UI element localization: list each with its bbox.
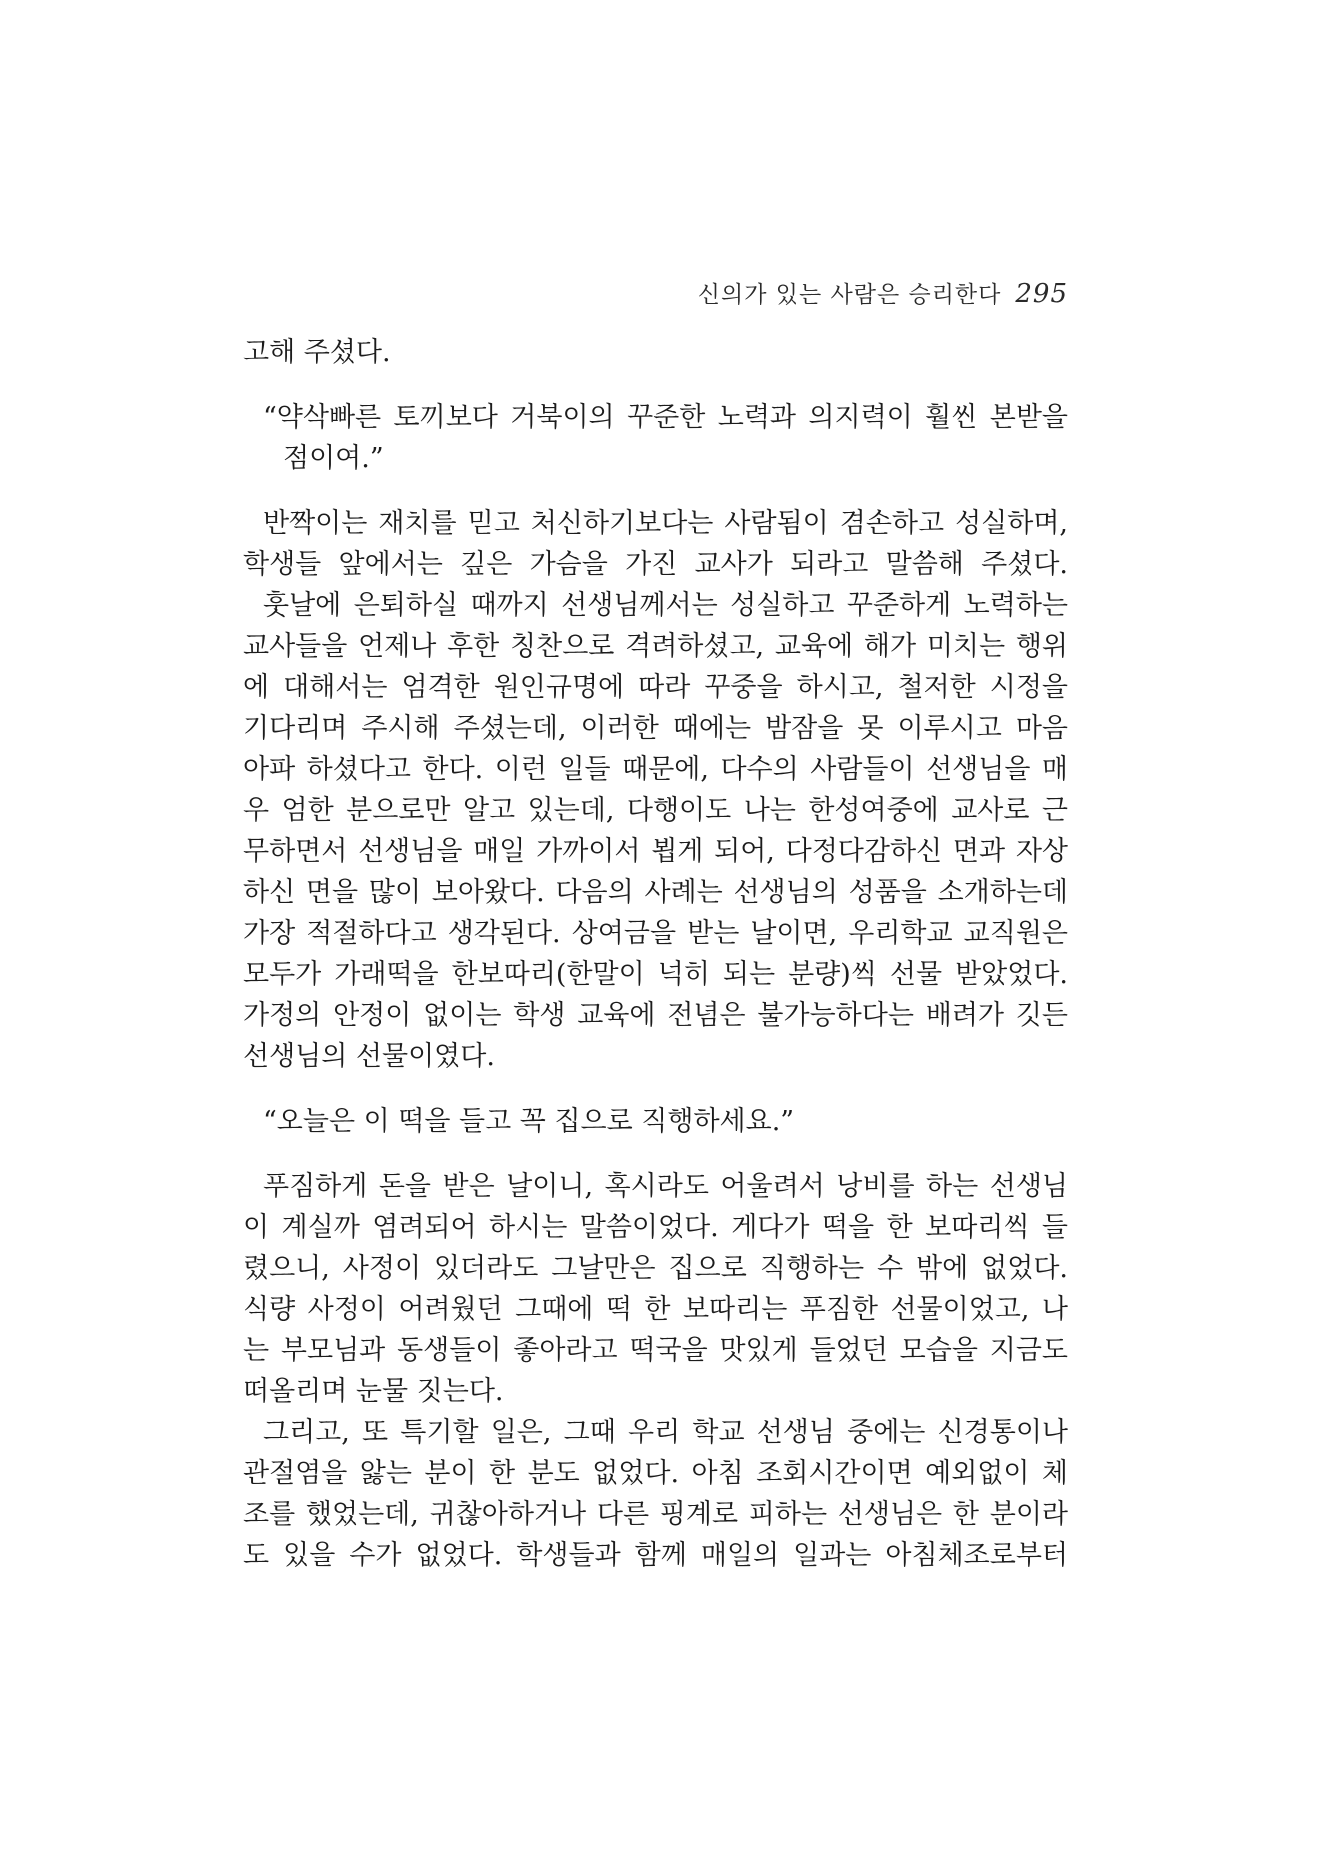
text-line: 가정의 안정이 없이는 학생 교육에 전념은 불가능하다는 배려가 깃든: [243, 1000, 1068, 1031]
text-line: 선생님의 선물이였다.: [243, 1041, 495, 1072]
text-line: 그리고, 또 특기할 일은, 그때 우리 학교 선생님 중에는 신경통이나: [263, 1417, 1068, 1448]
text-line: 떠올리며 눈물 짓는다.: [243, 1376, 504, 1407]
text-line: 도 있을 수가 없었다. 학생들과 함께 매일의 일과는 아침체조로부터: [243, 1540, 1068, 1571]
quote-line: “오늘은 이 떡을 들고 꼭 집으로 직행하세요.”: [263, 1106, 795, 1137]
text-line: 관절염을 앓는 분이 한 분도 없었다. 아침 조회시간이면 예외없이 체: [243, 1458, 1068, 1489]
text-line: 렸으니, 사정이 있더라도 그날만은 집으로 직행하는 수 밖에 없었다.: [243, 1253, 1068, 1284]
text-line: 훗날에 은퇴하실 때까지 선생님께서는 성실하고 꾸준하게 노력하는: [263, 590, 1068, 621]
text-line: 는 부모님과 동생들이 좋아라고 떡국을 맛있게 들었던 모습을 지금도: [243, 1335, 1068, 1366]
text-line: 식량 사정이 어려웠던 그때에 떡 한 보따리는 푸짐한 선물이었고, 나: [243, 1294, 1068, 1325]
text-line: 기다리며 주시해 주셨는데, 이러한 때에는 밤잠을 못 이루시고 마음: [243, 713, 1068, 744]
text-line: 모두가 가래떡을 한보따리(한말이 넉히 되는 분량)씩 선물 받았었다.: [243, 959, 1068, 990]
text-line: 가장 적절하다고 생각된다. 상여금을 받는 날이면, 우리학교 교직원은: [243, 918, 1068, 949]
text-line: 반짝이는 재치를 믿고 처신하기보다는 사람됨이 겸손하고 성실하며,: [263, 508, 1068, 539]
text-line: 아파 하셨다고 한다. 이런 일들 때문에, 다수의 사람들이 선생님을 매: [243, 754, 1068, 785]
text-line: 푸짐하게 돈을 받은 날이니, 혹시라도 어울려서 낭비를 하는 선생님: [263, 1171, 1068, 1202]
text-line: 우 엄한 분으로만 알고 있는데, 다행이도 나는 한성여중에 교사로 근: [243, 795, 1068, 826]
page-number: 295: [1015, 279, 1068, 309]
text-line: 고해 주셨다.: [243, 337, 391, 368]
body-text: [243, 332, 1068, 1576]
text-line: 학생들 앞에서는 깊은 가슴을 가진 교사가 되라고 말씀해 주셨다.: [243, 549, 1068, 580]
running-header: [240, 276, 1068, 309]
text-line: 무하면서 선생님을 매일 가까이서 뵙게 되어, 다정다감하신 면과 자상: [243, 836, 1068, 867]
running-title: 신의가 있는 사람은 승리한다: [697, 282, 1002, 308]
text-line: 에 대해서는 엄격한 원인규명에 따라 꾸중을 하시고, 철저한 시정을: [243, 672, 1068, 703]
text-line: 조를 했었는데, 귀찮아하거나 다른 핑계로 피하는 선생님은 한 분이라: [243, 1499, 1068, 1530]
quote-line: 점이여.”: [283, 443, 384, 474]
text-line: 하신 면을 많이 보아왔다. 다음의 사례는 선생님의 성품을 소개하는데: [243, 877, 1068, 908]
text-line: 이 계실까 염려되어 하시는 말씀이었다. 게다가 떡을 한 보따리씩 들: [243, 1212, 1068, 1243]
text-line: 교사들을 언제나 후한 칭찬으로 격려하셨고, 교육에 해가 미치는 행위: [243, 631, 1068, 662]
quote-line: “약삭빠른 토끼보다 거북이의 꾸준한 노력과 의지력이 훨씬 본받을: [263, 402, 1068, 433]
